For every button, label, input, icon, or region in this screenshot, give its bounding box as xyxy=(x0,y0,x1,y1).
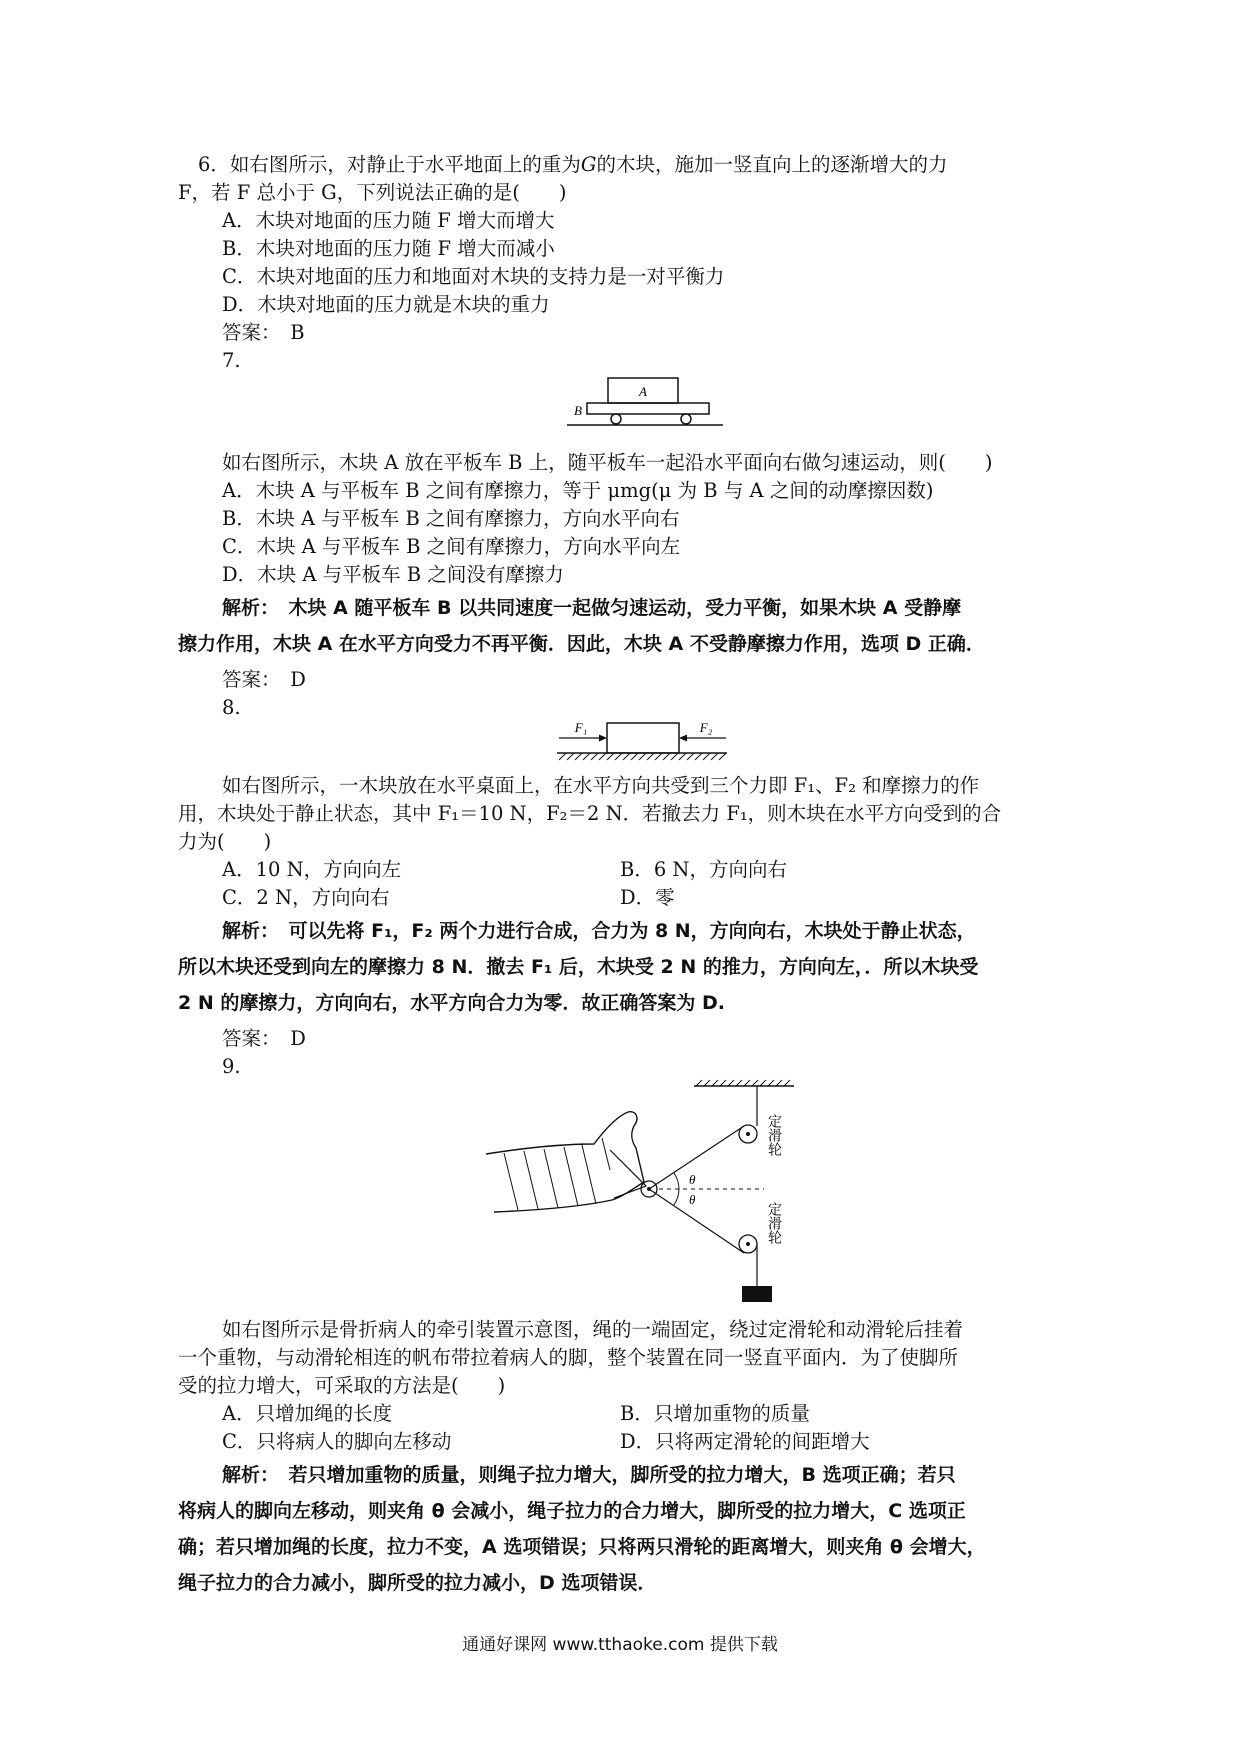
q8-fig-f1: F₁ xyxy=(574,720,588,735)
q8-figure-block xyxy=(555,718,730,768)
q8-number: 8. xyxy=(222,696,241,719)
q9-fig-theta-bottom: θ xyxy=(689,1192,696,1207)
q6-stem-line2: F，若 F 总小于 G，下列说法正确的是( ) xyxy=(178,181,567,204)
q7-stem: 如右图所示，木块 A 放在平板车 B 上，随平板车一起沿水平面向右做匀速运动，则( ) xyxy=(222,451,993,474)
q9-option-c: C．只将病人的脚向左移动 xyxy=(222,1430,452,1453)
q8-answer: 答案： D xyxy=(222,1027,306,1050)
q8-option-b: B．6 N，方向向右 xyxy=(620,858,787,881)
q8-analysis-line1: 解析： 可以先将 F₁，F₂ 两个力进行合成，合力为 8 N，方向向右，木块处于静止状态， xyxy=(222,920,976,942)
q7-option-c: C．木块 A 与平板车 B 之间有摩擦力，方向水平向左 xyxy=(222,535,681,558)
q9-fig-theta-top: θ xyxy=(689,1172,696,1187)
q7-analysis-line2: 擦力作用，木块 A 在水平方向受力不再平衡．因此，木块 A 不受静摩擦力作用，选项 D 正确． xyxy=(178,633,985,655)
q6-stem-var: G xyxy=(580,153,597,176)
q6-stem-text: 6．如右图所示，对静止于水平地面上的重为 xyxy=(198,153,581,176)
q8-option-d: D．零 xyxy=(620,886,675,909)
q8-analysis-line2: 所以木块还受到向左的摩擦力 8 N．撤去 F₁ 后，木块受 2 N 的推力，方向向左，．所以木块受 xyxy=(178,956,979,978)
q9-fig-pulley-top-label: 定滑轮 xyxy=(766,1114,782,1156)
q7-fig-label-a: A xyxy=(639,384,647,399)
q9-number: 9. xyxy=(222,1055,241,1078)
q8-stem-line3: 力为( ) xyxy=(178,830,272,853)
q7-answer: 答案： D xyxy=(222,668,306,691)
q6-option-a: A．木块对地面的压力随 F 增大而增大 xyxy=(222,209,555,232)
q9-option-b: B．只增加重物的质量 xyxy=(620,1402,810,1425)
q8-stem-line1: 如右图所示，一木块放在水平桌面上，在水平方向共受到三个力即 F₁、F₂ 和摩擦力的作 xyxy=(222,774,980,797)
q9-analysis-line2: 将病人的脚向左移动，则夹角 θ 会减小，绳子拉力的合力增大，脚所受的拉力增大，C 选项正 xyxy=(178,1500,966,1522)
q9-analysis-line1: 解析： 若只增加重物的质量，则绳子拉力增大，脚所受的拉力增大，B 选项正确；若只 xyxy=(222,1464,956,1486)
q9-option-d: D．只将两定滑轮的间距增大 xyxy=(620,1430,870,1453)
q9-analysis-line4: 绳子拉力的合力减小，脚所受的拉力减小，D 选项错误． xyxy=(178,1572,657,1594)
q6-option-b: B．木块对地面的压力随 F 增大而减小 xyxy=(222,237,555,260)
q6-stem-rest: 的木块，施加一竖直向上的逐渐增大的力 xyxy=(596,153,948,176)
q6-option-c: C．木块对地面的压力和地面对木块的支持力是一对平衡力 xyxy=(222,265,725,288)
q8-option-a: A．10 N，方向向左 xyxy=(222,858,402,881)
q6-stem-line1 xyxy=(198,152,948,178)
page-footer: 通通好课网 www.tthaoke.com 提供下载 xyxy=(462,1635,778,1655)
q8-analysis-line3: 2 N 的摩擦力，方向向右，水平方向合力为零．故正确答案为 D. xyxy=(178,992,725,1014)
q9-analysis-line3: 确；若只增加绳的长度，拉力不变，A 选项错误；只将两只滑轮的距离增大，则夹角 θ 会增大， xyxy=(178,1536,986,1558)
q6-option-d: D．木块对地面的压力就是木块的重力 xyxy=(222,293,550,316)
q9-stem-line2: 一个重物，与动滑轮相连的帆布带拉着病人的脚，整个装置在同一竖直平面内．为了使脚所 xyxy=(178,1346,959,1369)
q8-option-c: C．2 N，方向向右 xyxy=(222,886,390,909)
q9-fig-pulley-bottom-label: 定滑轮 xyxy=(766,1202,782,1244)
q8-fig-f2: F₂ xyxy=(699,720,713,735)
q7-number: 7. xyxy=(222,349,241,372)
q9-figure-traction xyxy=(484,1078,804,1304)
q8-stem-line2: 用，木块处于静止状态，其中 F₁＝10 N，F₂＝2 N．若撤去力 F₁，则木块在水平方向受到的合 xyxy=(178,802,1002,825)
q7-option-b: B．木块 A 与平板车 B 之间有摩擦力，方向水平向右 xyxy=(222,507,680,530)
q7-fig-label-b: B xyxy=(574,403,582,418)
q9-option-a: A．只增加绳的长度 xyxy=(222,1402,393,1425)
q9-stem-line1: 如右图所示是骨折病人的牵引装置示意图，绳的一端固定，绕过定滑轮和动滑轮后挂着 xyxy=(222,1318,964,1341)
q9-stem-line3: 受的拉力增大，可采取的方法是( ) xyxy=(178,1374,506,1397)
q7-option-d: D．木块 A 与平板车 B 之间没有摩擦力 xyxy=(222,563,564,586)
q6-answer: 答案： B xyxy=(222,321,305,344)
q7-analysis-line1: 解析： 木块 A 随平板车 B 以共同速度一起做匀速运动，受力平衡，如果木块 A 受静摩 xyxy=(222,597,962,619)
q7-figure-cart xyxy=(565,375,725,435)
q7-option-a: A．木块 A 与平板车 B 之间有摩擦力，等于 μmg(μ 为 B 与 A 之间的动摩擦因数) xyxy=(222,479,934,502)
